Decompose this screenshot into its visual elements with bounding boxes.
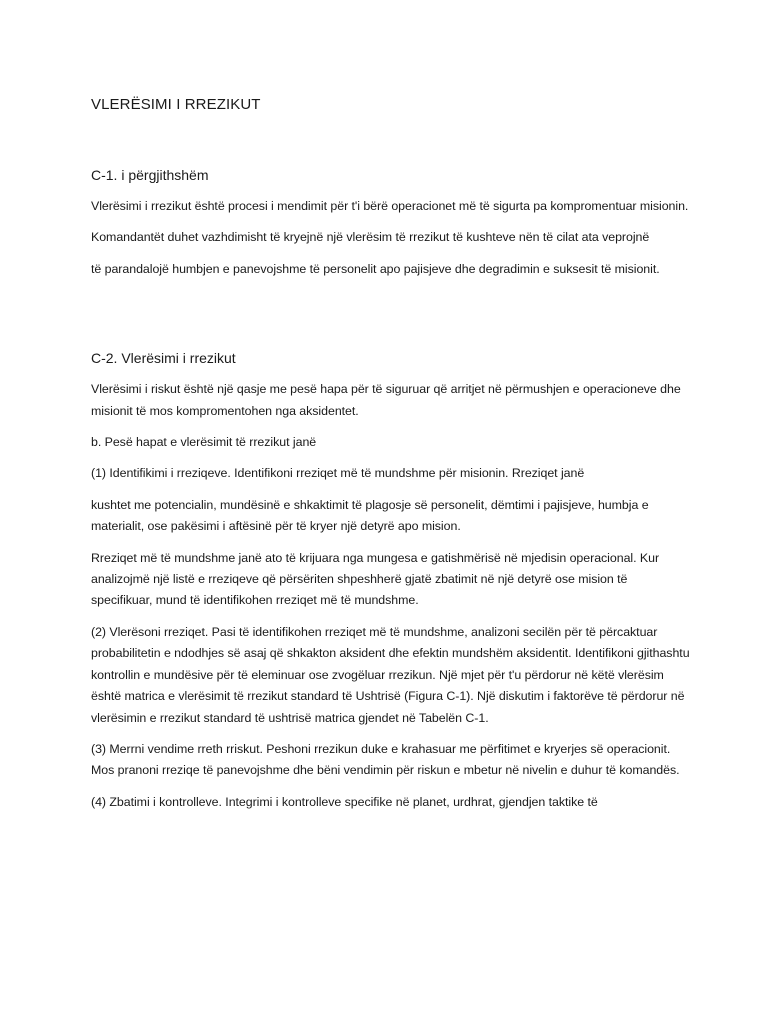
paragraph: (3) Merrni vendime rreth rriskut. Peshoni rrezikun duke e krahasuar me përfitimet e kryerjes së operacionit. Mos pranoni rreziqe të panevojshme dhe bëni vendimin për riskun e mbetur në nivelin e duhur të komandës. — [91, 741, 680, 778]
paragraph: të parandalojë humbjen e panevojshme të personelit apo pajisjeve dhe degradimin e suksesit të misionit. — [91, 261, 660, 276]
document-content — [91, 94, 691, 813]
section-heading-c1: C-1. i përgjithshëm — [91, 167, 209, 183]
paragraph: kushtet me potencialin, mundësinë e shkaktimit të plagosje së personelit, dëmtimi i pajisjeve, humbja e materialit, ose pakësimi i aftësinë për të kryer një detyrë apo mision. — [91, 497, 649, 534]
paragraph: (1) Identifikimi i rreziqeve. Identifikoni rreziqet më të mundshme për misionin. Rreziqet janë — [91, 466, 585, 481]
paragraph: Vlerësimi i rrezikut është procesi i mendimit për t'i bërë operacionet më të sigurta pa kompromentuar misionin. — [91, 199, 689, 213]
paragraph: Rreziqet më të mundshme janë ato të krijuara nga mungesa e gatishmërisë në mjedisin operacional. Kur analizojmë një listë e rreziqeve që përsëriten shpeshherë gjatë zbatimit në një detyrë ose mision të specifikuar, mund të identifikohen rreziqet më të mundshme. — [91, 550, 660, 608]
document-title: VLERËSIMI I RREZIKUT — [91, 96, 261, 113]
paragraph: Komandantët duhet vazhdimisht të kryejnë një vlerësim të rrezikut të kushteve nën të cilat ata veprojnë — [91, 230, 650, 245]
paragraph: (4) Zbatimi i kontrolleve. Integrimi i kontrolleve specifike në planet, urdhrat, gjendjen taktike të — [91, 794, 598, 809]
paragraph: Vlerësimi i riskut është një qasje me pesë hapa për të siguruar që arritjet në përmushjen e operacioneve dhe misionit të mos kompromentohen nga aksidentet. — [91, 382, 681, 418]
paragraph: b. Pesë hapat e vlerësimit të rrezikut janë — [91, 435, 317, 450]
section-heading-c2: C-2. Vlerësimi i rrezikut — [91, 350, 236, 367]
paragraph: (2) Vlerësoni rreziqet. Pasi të identifikohen rreziqet më të mundshme, analizoni secilën për të përcaktuar probabilitetin e ndodhjes së asaj që shkakton aksident dhe efektin mundshëm aksidentit. Identifikoni gjithashtu kontrollin e mundësive për të eleminuar ose zvogëluar rrezikun. Një mjet për t'u përdorur në këtë vlerësim është matrica e vlerësimit të rrezikut standard të Ushtrisë (Figura C-1). Një diskutim i faktorëve të përdorur në vlerësimin e rrezikut standard të ushtrisë matrica gjendet në Tabelën C-1. — [91, 624, 690, 725]
